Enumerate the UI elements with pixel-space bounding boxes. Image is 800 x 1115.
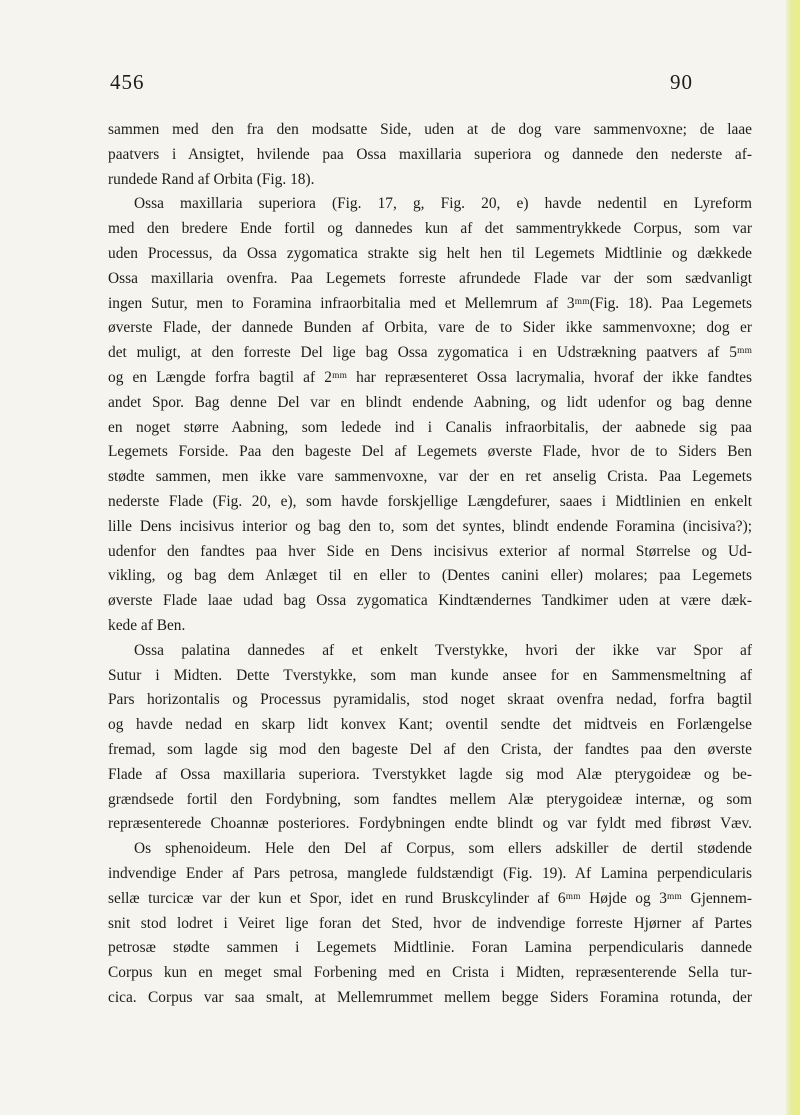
text-line: fremad, som lagde sig mod den bageste Del af den Crista, der fandtes paa den øverste bbox=[108, 740, 752, 758]
text-line: sammen med den fra den modsatte Side, uden at de dog vare sammenvoxne; de laae bbox=[108, 121, 752, 138]
text-line: vikling, og bag dem Anlæget til en eller to (Dentes canini eller) molares; paa Legemets bbox=[108, 567, 752, 585]
body-text bbox=[108, 118, 752, 1011]
text-line: stødte sammen, men ikke vare sammenvoxne, var der en ret anselig Crista. Paa Legemets bbox=[108, 468, 752, 486]
text-line: nederste Flade (Fig. 20, e), som havde forskjellige Længdefurer, saaes i Midtlinien en enkelt bbox=[108, 492, 752, 510]
text-line: Flade af Ossa maxillaria superiora. Tverstykket lagde sig mod Alæ pterygoideæ og be- bbox=[108, 765, 752, 783]
text-line: andet Spor. Bag denne Del var en blindt endende Aabning, og lidt udenfor og bag denne bbox=[108, 393, 752, 411]
page-number-left: 456 bbox=[110, 70, 145, 94]
paragraph-start-ossa-maxillaria: Ossa maxillaria superiora (Fig. 17, g, Fig. 20, e) havde nedentil en Lyreform bbox=[134, 195, 752, 213]
text-line: Sutur i Midten. Dette Tverstykke, som man kunde ansee for en Sammensmeltning af bbox=[108, 666, 752, 684]
text-line: petrosæ stødte sammen i Legemets Midtlinie. Foran Lamina perpendicularis dannede bbox=[108, 939, 752, 957]
text-line: sellæ turcicæ var der kun et Spor, idet en rund Bruskcylinder af 6ᵐᵐ Højde og 3ᵐᵐ Gjennem- bbox=[108, 889, 752, 907]
text-line: uden Processus, da Ossa zygomatica strakte sig helt hen til Legemets Midtlinie og dækkede bbox=[108, 244, 752, 262]
text-line: en noget større Aabning, som ledede ind i Canalis infraorbitalis, der aabnede sig paa bbox=[108, 418, 752, 436]
text-line: øverste Flade, der dannede Bunden af Orbita, vare de to Sider ikke sammenvoxne; dog er bbox=[108, 319, 752, 337]
text-line: med den bredere Ende fortil og dannedes kun af det sammentrykkede Corpus, som var bbox=[108, 220, 752, 238]
text-line: grændsede fortil den Fordybning, som fandtes mellem Alæ pterygoideæ internæ, og som bbox=[108, 790, 752, 808]
text-line: det muligt, at den forreste Del lige bag Ossa zygomatica i en Udstrækning paatvers af 5ᵐᵐ bbox=[108, 344, 752, 362]
text-line: Ossa maxillaria ovenfra. Paa Legemets forreste afrundede Flade var der som sædvanligt bbox=[108, 269, 752, 287]
text-line: Pars horizontalis og Processus pyramidalis, stod noget skraat ovenfra nedad, forfra bagtil bbox=[108, 691, 752, 709]
page-edge-shading bbox=[786, 0, 800, 1115]
text-line: øverste Flade laae udad bag Ossa zygomatica Kindtændernes Tandkimer uden at være dæk- bbox=[108, 592, 752, 610]
text-line: indvendige Ender af Pars petrosa, manglede fuldstændigt (Fig. 19). Af Lamina perpendicularis bbox=[108, 864, 752, 882]
text-line: paatvers i Ansigtet, hvilende paa Ossa maxillaria superiora og dannede den nederste af- bbox=[108, 145, 752, 163]
text-line: lille Dens incisivus interior og bag den to, som det syntes, blindt endende Foramina (incisiva?); bbox=[108, 517, 752, 535]
text-line: Corpus kun en meget smal Forbening med en Crista i Midten, repræsenterende Sella tur- bbox=[108, 964, 752, 982]
paragraph-start-os-sphenoideum: Os sphenoideum. Hele den Del af Corpus, som ellers adskiller de dertil stødende bbox=[134, 840, 752, 858]
text-line: repræsenterede Choannæ posteriores. Fordybningen endte blindt og var fyldt med fibrøst Væv. bbox=[108, 815, 752, 833]
text-line: snit stod lodret i Veiret lige foran det Sted, hvor de indvendige forreste Hjørner af Partes bbox=[108, 914, 752, 932]
text-line: rundede Rand af Orbita (Fig. 18). bbox=[108, 170, 315, 188]
text-line: og en Længde forfra bagtil af 2ᵐᵐ har repræsenteret Ossa lacrymalia, hvoraf der ikke fandtes bbox=[108, 368, 752, 386]
text-line: og havde nedad en skarp lidt konvex Kant; oventil sendte det midtveis en Forlængelse bbox=[108, 716, 752, 734]
paragraph-start-ossa-palatina: Ossa palatina dannedes af et enkelt Tverstykke, hvori der ikke var Spor af bbox=[134, 641, 752, 659]
text-line: Legemets Forside. Paa den bageste Del af Legemets øverste Flade, hvor de to Siders Ben bbox=[108, 443, 752, 461]
text-line: cica. Corpus var saa smalt, at Mellemrummet mellem begge Siders Foramina rotunda, der bbox=[108, 988, 752, 1006]
text-line: kede af Ben. bbox=[108, 616, 186, 634]
text-line: ingen Sutur, men to Foramina infraorbitalia med et Mellemrum af 3ᵐᵐ(Fig. 18). Paa Legemets bbox=[108, 294, 752, 312]
page-number-right: 90 bbox=[670, 70, 693, 94]
text-line: udenfor den fandtes paa hver Side en Dens incisivus exterior af normal Størrelse og Ud- bbox=[108, 542, 752, 560]
